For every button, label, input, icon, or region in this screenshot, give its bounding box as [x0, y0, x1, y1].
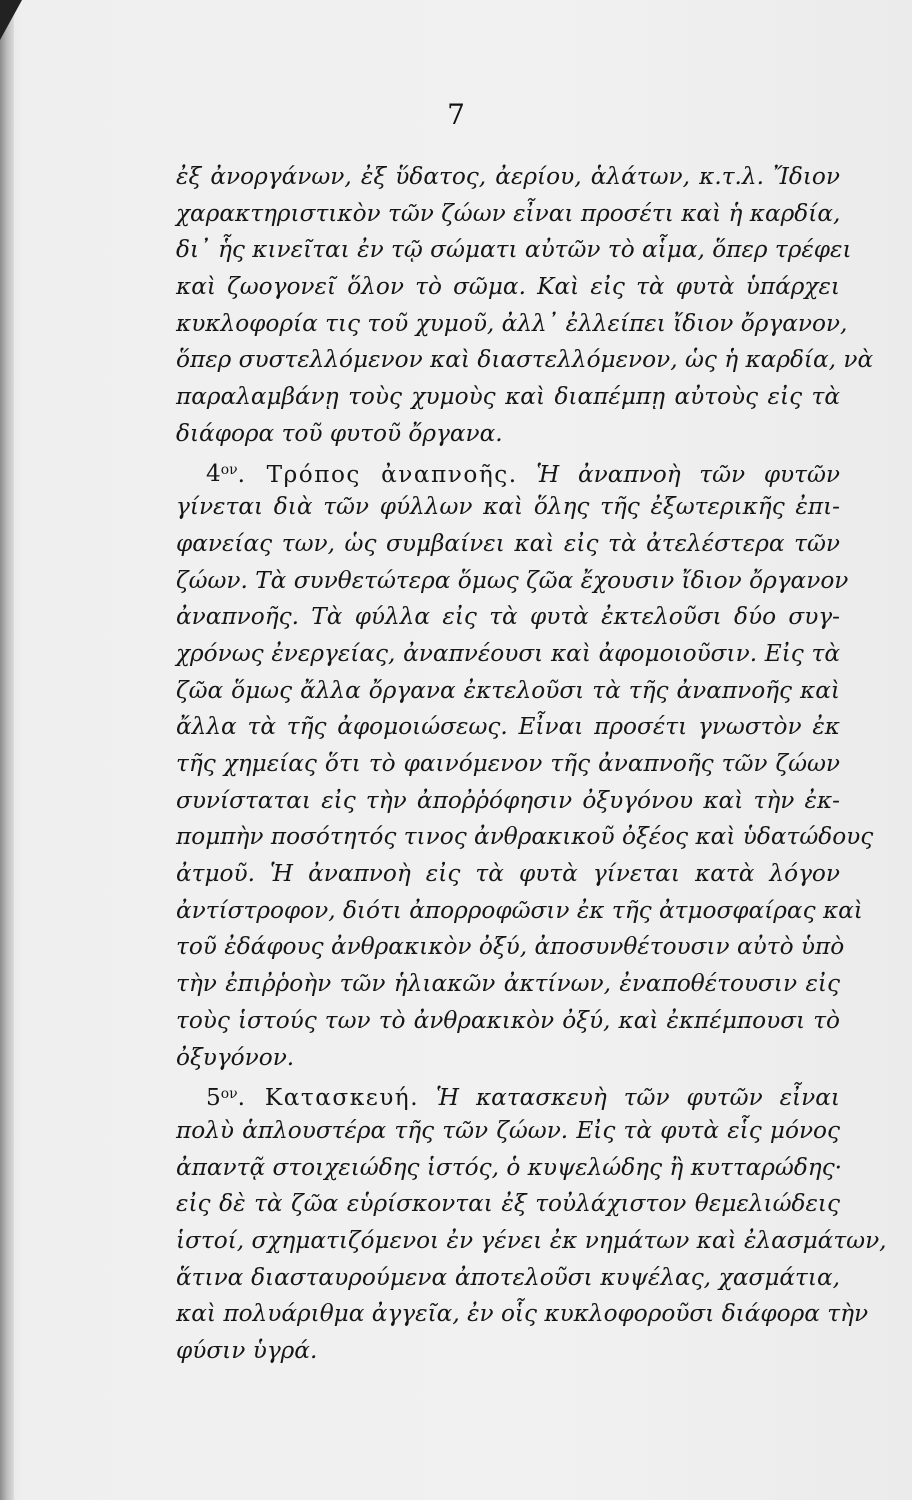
- binding-edge: [0, 0, 14, 1500]
- page-number: 7: [447, 98, 465, 131]
- text-line: πολὺ ἁπλουστέρα τῆς τῶν ζώων. Εἰς τὰ φυτὰ εἷς μόνος: [176, 1116, 840, 1144]
- section-heading: . Κατασκευή.: [237, 1084, 420, 1112]
- text-line: ὀξυγόνον.: [176, 1043, 295, 1071]
- text-line: ἅτινα διασταυρούμενα ἀποτελοῦσι κυψέλας, χασμάτια,: [176, 1263, 840, 1291]
- text-line: τοὺς ἱστούς των τὸ ἀνθρακικὸν ὀξύ, καὶ ἐκπέμπουσι τὸ: [176, 1006, 840, 1034]
- text-line: ἀναπνοῆς. Τὰ φύλλα εἰς τὰ φυτὰ ἐκτελοῦσι δύο συγ-: [176, 603, 840, 631]
- section-heading-line: [176, 453, 840, 490]
- body-text: [176, 159, 887, 1370]
- text-line: πομπὴν ποσότητός τινος ἀνθρακικοῦ ὀξέος καὶ ὑδατώδους: [176, 823, 874, 851]
- text-line: καὶ πολυάριθμα ἀγγεῖα, ἐν οἷς κυκλοφοροῦσι διάφορα τὴν: [176, 1300, 869, 1328]
- text-line: κυκλοφορία τις τοῦ χυμοῦ, ἀλλ᾽ ἐλλείπει ἴδιον ὄργανον,: [176, 309, 848, 337]
- text-line: ζῶα ὅμως ἄλλα ὄργανα ἐκτελοῦσι τὰ τῆς ἀναπνοῆς καὶ: [176, 676, 840, 704]
- text-line: Ἡ κατασκευὴ τῶν φυτῶν εἶναι: [419, 1084, 840, 1112]
- text-line: ἀτμοῦ. Ἡ ἀναπνοὴ εἰς τὰ φυτὰ γίνεται κατὰ λόγον: [176, 860, 840, 888]
- text-line: φύσιν ὑγρά.: [176, 1337, 318, 1364]
- text-line: ὅπερ συστελλόμενον καὶ διαστελλόμενον, ὡς ἡ καρδία, νὰ: [176, 346, 874, 374]
- text-line: ἄλλα τὰ τῆς ἀφομοιώσεως. Εἶναι προσέτι γνωστὸν ἐκ: [176, 713, 840, 741]
- text-line: ἀντίστροφον, διότι ἀπορροφῶσιν ἐκ τῆς ἀτμοσφαίρας καὶ: [176, 896, 863, 924]
- section-number: $5^{o\nu}$: [206, 1084, 238, 1112]
- section-heading: . Τρόπος ἀναπνοῆς.: [237, 460, 518, 488]
- text-line: χρόνως ἐνεργείας, ἀναπνέουσι καὶ ἀφομοιοῦσιν. Εἰς τὰ: [176, 639, 840, 667]
- text-line: Ἡ ἀναπνοὴ τῶν φυτῶν: [517, 460, 840, 488]
- text-line: εἰς δὲ τὰ ζῶα εὑρίσκονται ἐξ τοὐλάχιστον θεμελιώδεις: [176, 1190, 840, 1218]
- text-line: καὶ ζωογονεῖ ὅλον τὸ σῶμα. Καὶ εἰς τὰ φυτὰ ὑπάρχει: [176, 273, 840, 301]
- section-number: $4^{o\nu}$: [206, 460, 238, 488]
- text-line: ζώων. Τὰ συνθετώτερα ὅμως ζῶα ἔχουσιν ἴδιον ὄργανον: [176, 566, 849, 594]
- text-line: ἀπαντᾷ στοιχειώδης ἱστός, ὁ κυψελώδης ἢ κυτταρώδης·: [176, 1153, 843, 1181]
- text-line: συνίσταται εἰς τὴν ἀποῤῥόφησιν ὀξυγόνου καὶ τὴν ἐκ-: [176, 786, 840, 814]
- text-line: γίνεται διὰ τῶν φύλλων καὶ ὅλης τῆς ἐξωτερικῆς ἐπι-: [176, 493, 840, 521]
- text-line: χαρακτηριστικὸν τῶν ζώων εἶναι προσέτι καὶ ἡ καρδία,: [176, 199, 841, 227]
- text-line: τοῦ ἐδάφους ἀνθρακικὸν ὀξύ, ἀποσυνθέτουσιν αὐτὸ ὑπὸ: [176, 933, 845, 961]
- text-line: ἐξ ἀνοργάνων, ἐξ ὕδατος, ἀερίου, ἁλάτων, κ.τ.λ. Ἴδιον: [176, 163, 840, 190]
- text-line: τὴν ἐπιῤῥοὴν τῶν ἡλιακῶν ἀκτίνων, ἐναποθέτουσιν εἰς: [176, 970, 840, 998]
- corner-tab: [0, 0, 22, 40]
- text-line: τῆς χημείας ὅτι τὸ φαινόμενον τῆς ἀναπνοῆς τῶν ζώων: [176, 750, 840, 777]
- section-heading-line: [176, 1076, 840, 1113]
- text-line: παραλαμβάνῃ τοὺς χυμοὺς καὶ διαπέμπῃ αὐτοὺς εἰς τὰ: [176, 383, 840, 411]
- text-line: διάφορα τοῦ φυτοῦ ὄργανα.: [176, 419, 503, 447]
- text-line: φανείας των, ὡς συμβαίνει καὶ εἰς τὰ ἀτελέστερα τῶν: [176, 529, 840, 557]
- text-line: ἱστοί, σχηματιζόμενοι ἐν γένει ἐκ νημάτων καὶ ἐλασμάτων,: [176, 1226, 887, 1254]
- text-line: δι᾽ ἧς κινεῖται ἐν τῷ σώματι αὐτῶν τὸ αἷμα, ὅπερ τρέφει: [176, 236, 852, 264]
